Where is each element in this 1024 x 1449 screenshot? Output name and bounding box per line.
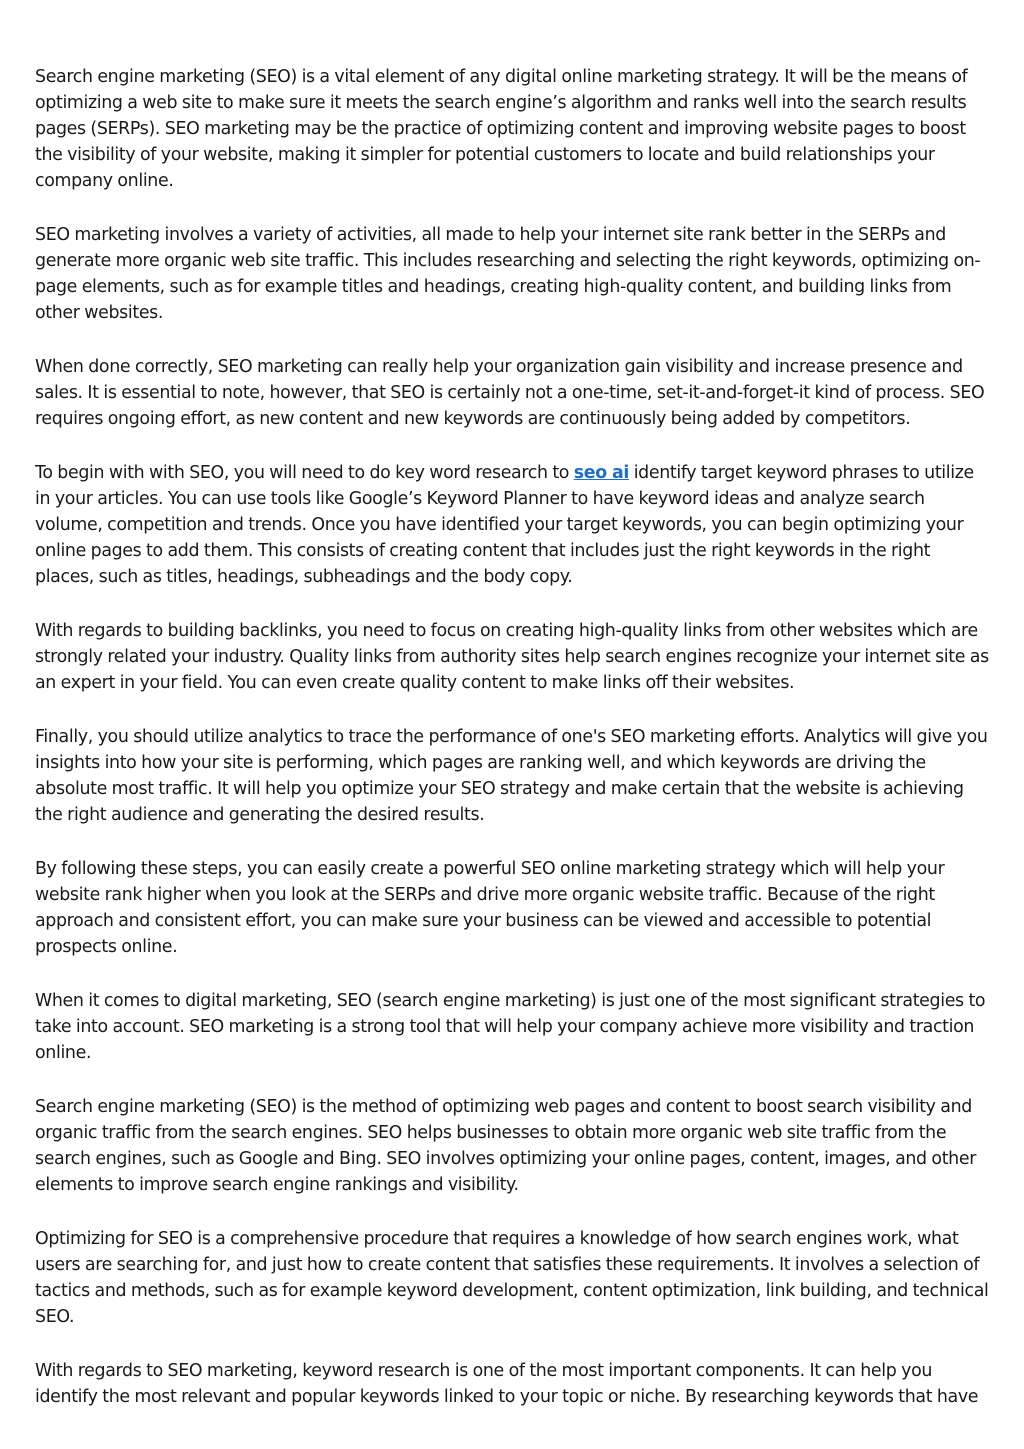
- paragraph: Search engine marketing (SEO) is a vital element of any digital online marketing strategy. It will be the means of optimizing a web site to make sure it meets the search engine’s algorithm and ranks well into the search results pages (SERPs). SEO marketing may be the practice of optimizing content and improving website pages to boost the visibility of your website, making it simpler for potential customers to locate and build relationships your company online.: [35, 67, 968, 191]
- paragraph-with-link: [35, 460, 991, 590]
- paragraph: By following these steps, you can easily create a powerful SEO online marketing strategy which will help your website rank higher when you look at the SERPs and drive more organic website traffic. Because of the right approach and consistent effort, you can make sure your business can be viewed and accessible to potential prospects online.: [35, 859, 945, 957]
- document-body: [35, 64, 991, 1438]
- paragraph: With regards to SEO marketing, keyword research is one of the most important components. It can help you identify the most relevant and popular keywords linked to your topic or niche. By researching keywords that have: [35, 1361, 979, 1407]
- paragraph: SEO marketing involves a variety of activities, all made to help your internet site rank better in the SERPs and generate more organic web site traffic. This includes researching and selecting the right keywords, optimizing on-page elements, such as for example titles and headings, creating high-quality content, and building links from other websites.: [35, 225, 981, 323]
- paragraph-text: identify target keyword phrases to utilize in your articles. You can use tools like Google’s Keyword Planner to have keyword ideas and analyze search volume, competition and trends. Once you have identified your target keywords, you can begin optimizing your online pages to add them. This consists of creating content that includes just the right keywords in the right places, such as titles, headings, subheadings and the body copy.: [35, 463, 974, 587]
- paragraph-text: To begin with with SEO, you will need to do key word research to: [35, 463, 574, 483]
- paragraph: When done correctly, SEO marketing can really help your organization gain visibility and increase presence and sales. It is essential to note, however, that SEO is certainly not a one-time, set-it-and-forget-it kind of process. SEO requires ongoing effort, as new content and new keywords are continuously being added by competitors.: [35, 357, 985, 429]
- paragraph: Search engine marketing (SEO) is the method of optimizing web pages and content to boost search visibility and organic traffic from the search engines. SEO helps businesses to obtain more organic web site traffic from the search engines, such as Google and Bing. SEO involves optimizing your online pages, content, images, and other elements to improve search engine rankings and visibility.: [35, 1097, 976, 1195]
- paragraph: Finally, you should utilize analytics to trace the performance of one's SEO marketing efforts. Analytics will give you insights into how your site is performing, which pages are ranking well, and which keywords are driving the absolute most traffic. It will help you optimize your SEO strategy and make certain that the website is achieving the right audience and generating the desired results.: [35, 727, 988, 825]
- paragraph: With regards to building backlinks, you need to focus on creating high-quality links from other websites which are strongly related your industry. Quality links from authority sites help search engines recognize your internet site as an expert in your field. You can even create quality content to make links off their websites.: [35, 621, 989, 693]
- paragraph: When it comes to digital marketing, SEO (search engine marketing) is just one of the most significant strategies to take into account. SEO marketing is a strong tool that will help your company achieve more visibility and traction online.: [35, 991, 986, 1063]
- paragraph: Optimizing for SEO is a comprehensive procedure that requires a knowledge of how search engines work, what users are searching for, and just how to create content that satisfies these requirements. It involves a selection of tactics and methods, such as for example keyword development, content optimization, link building, and technical SEO.: [35, 1229, 989, 1327]
- seo-ai-link[interactable]: seo ai: [573, 463, 630, 483]
